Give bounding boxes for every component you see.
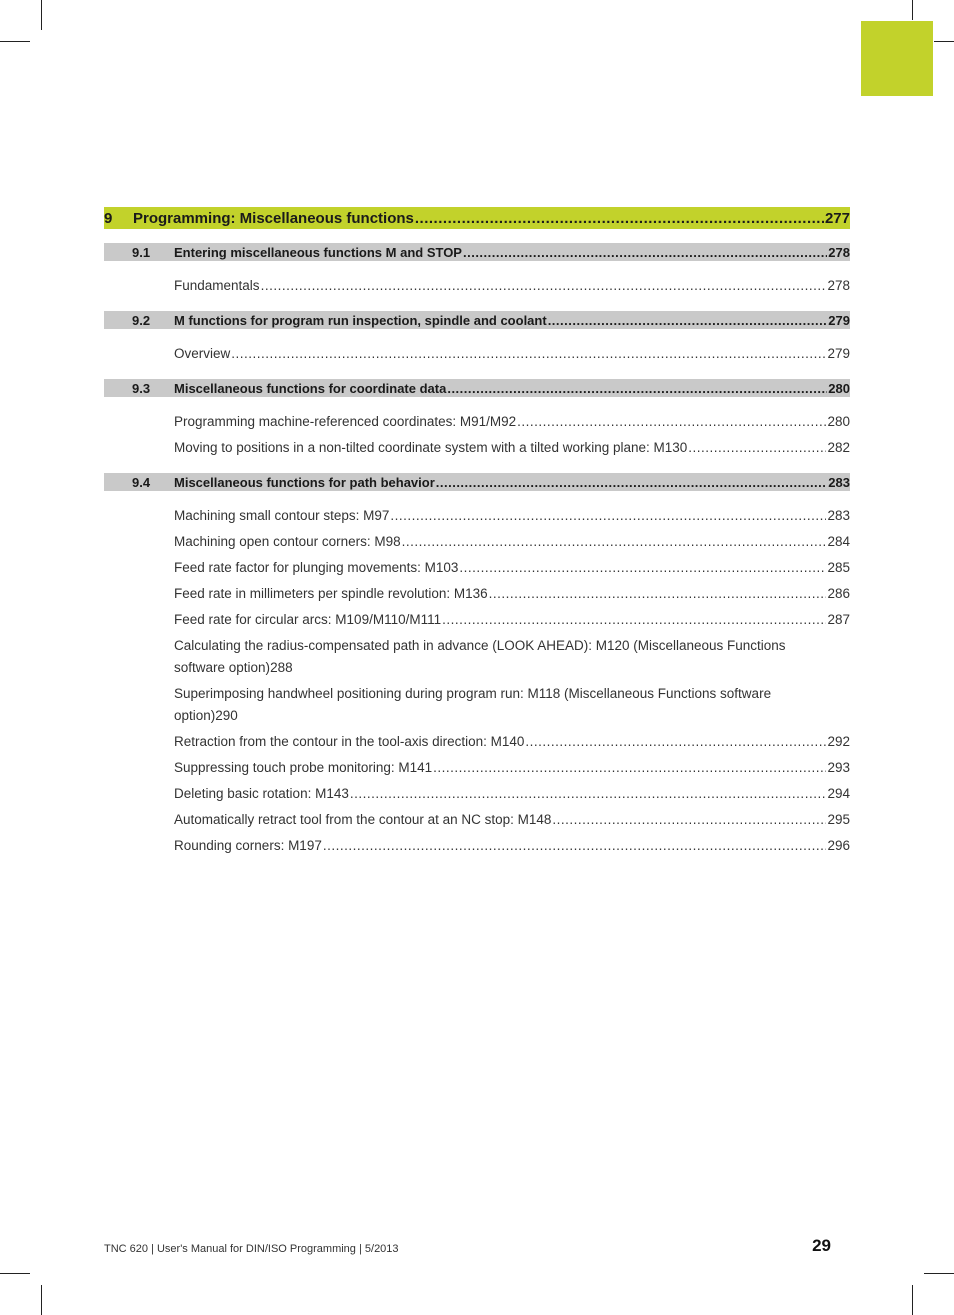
section-number: 9.3 — [132, 380, 151, 396]
toc-chapter-heading[interactable] — [104, 207, 850, 229]
entry-title: Programming machine-referenced coordinates: M91/M92 — [174, 414, 517, 429]
entry-page: 295 — [827, 812, 850, 827]
section-page: 283 — [828, 474, 850, 490]
dot-leader — [459, 557, 826, 579]
crop-mark — [912, 1285, 913, 1315]
chapter-page: 277 — [824, 209, 850, 227]
dot-leader — [489, 583, 827, 605]
chapter-number: 9 — [104, 209, 113, 227]
entry-title: Automatically retract tool from the contour at an NC stop: M148 — [174, 812, 552, 827]
dot-leader — [463, 245, 827, 260]
entry-page: 285 — [827, 560, 850, 575]
entry-title: Machining open contour corners: M98 — [174, 534, 401, 549]
entry-title: Moving to positions in a non-tilted coordinate system with a tilted working plane: M130 — [174, 440, 688, 455]
entry-page: 294 — [827, 786, 850, 801]
entry-title-line2: option) — [174, 708, 216, 723]
section-page: 279 — [828, 312, 850, 328]
section-title: Miscellaneous functions for path behavior — [174, 474, 435, 490]
section-title: Entering miscellaneous functions M and STOP — [174, 244, 462, 260]
toc-section-heading[interactable] — [104, 243, 850, 261]
dot-leader — [517, 411, 826, 433]
entry-page: 296 — [827, 838, 850, 853]
toc-section-heading[interactable] — [104, 473, 850, 491]
entry-page: 290 — [215, 708, 238, 723]
entry-title: Machining small contour steps: M97 — [174, 508, 390, 523]
dot-leader — [525, 731, 826, 753]
toc-entry[interactable] — [104, 583, 850, 605]
table-of-contents — [104, 207, 850, 861]
toc-entry[interactable] — [104, 557, 850, 579]
entry-page: 284 — [827, 534, 850, 549]
section-number: 9.4 — [132, 474, 151, 490]
entry-title: Deleting basic rotation: M143 — [174, 786, 349, 801]
toc-entry[interactable] — [104, 635, 850, 679]
entry-title: Suppressing touch probe monitoring: M141 — [174, 760, 433, 775]
dot-leader — [415, 210, 824, 227]
dot-leader — [350, 783, 827, 805]
toc-entry[interactable] — [104, 411, 850, 433]
page-number: 29 — [812, 1236, 831, 1255]
toc-entry[interactable] — [104, 437, 850, 459]
toc-entry[interactable] — [104, 343, 850, 365]
section-title: Miscellaneous functions for coordinate data — [174, 380, 447, 396]
entry-page: 292 — [827, 734, 850, 749]
crop-mark — [934, 41, 954, 42]
entry-title: Feed rate factor for plunging movements: M103 — [174, 560, 459, 575]
section-page: 278 — [828, 244, 850, 260]
entry-title: Feed rate in millimeters per spindle revolution: M136 — [174, 586, 488, 601]
dot-leader — [552, 809, 826, 831]
section-title: M functions for program run inspection, spindle and coolant — [174, 312, 547, 328]
section-number: 9.1 — [132, 244, 151, 260]
crop-mark — [912, 0, 913, 20]
entry-page: 280 — [827, 414, 850, 429]
dot-leader — [323, 835, 827, 857]
entry-title-line1: Calculating the radius-compensated path in advance (LOOK AHEAD): M120 (Miscellaneous Functions — [174, 638, 786, 653]
section-number: 9.2 — [132, 312, 151, 328]
toc-section-heading[interactable] — [104, 311, 850, 329]
chapter-title: Programming: Miscellaneous functions — [133, 209, 414, 227]
dot-leader — [433, 757, 826, 779]
toc-entry[interactable] — [104, 731, 850, 753]
entry-page: 287 — [827, 612, 850, 627]
dot-leader — [402, 531, 827, 553]
chapter-tab — [861, 21, 933, 96]
crop-mark — [41, 1285, 42, 1315]
dot-leader — [231, 343, 826, 365]
crop-mark — [41, 0, 42, 30]
entry-page: 282 — [827, 440, 850, 455]
toc-entry[interactable] — [104, 809, 850, 831]
dot-leader — [442, 609, 826, 631]
entry-title-line2: software option) — [174, 660, 271, 675]
footer-text: TNC 620 | User's Manual for DIN/ISO Programming | 5/2013 — [104, 1243, 399, 1255]
entry-title: Retraction from the contour in the tool-axis direction: M140 — [174, 734, 525, 749]
entry-title: Fundamentals — [174, 278, 260, 293]
toc-entry[interactable] — [104, 609, 850, 631]
toc-section-heading[interactable] — [104, 379, 850, 397]
crop-mark — [0, 1273, 30, 1274]
toc-entry[interactable] — [104, 835, 850, 857]
entry-page: 286 — [827, 586, 850, 601]
entry-title-line1: Superimposing handwheel positioning during program run: M118 (Miscellaneous Functions software — [174, 686, 772, 701]
dot-leader — [390, 505, 826, 527]
entry-page: 278 — [827, 278, 850, 293]
entry-page: 283 — [827, 508, 850, 523]
toc-entry[interactable] — [104, 531, 850, 553]
entry-title: Rounding corners: M197 — [174, 838, 322, 853]
toc-entry[interactable] — [104, 683, 850, 727]
section-page: 280 — [828, 380, 850, 396]
toc-entry[interactable] — [104, 275, 850, 297]
dot-leader — [688, 437, 826, 459]
crop-mark — [924, 1273, 954, 1274]
toc-entry[interactable] — [104, 757, 850, 779]
dot-leader — [261, 275, 827, 297]
dot-leader — [548, 313, 828, 328]
dot-leader — [447, 381, 827, 396]
toc-entry[interactable] — [104, 505, 850, 527]
dot-leader — [436, 475, 828, 490]
entry-title: Overview — [174, 346, 231, 361]
entry-title: Feed rate for circular arcs: M109/M110/M111 — [174, 612, 442, 627]
crop-mark — [0, 41, 30, 42]
entry-page: 293 — [827, 760, 850, 775]
entry-page: 288 — [270, 660, 293, 675]
toc-entry[interactable] — [104, 783, 850, 805]
entry-page: 279 — [827, 346, 850, 361]
